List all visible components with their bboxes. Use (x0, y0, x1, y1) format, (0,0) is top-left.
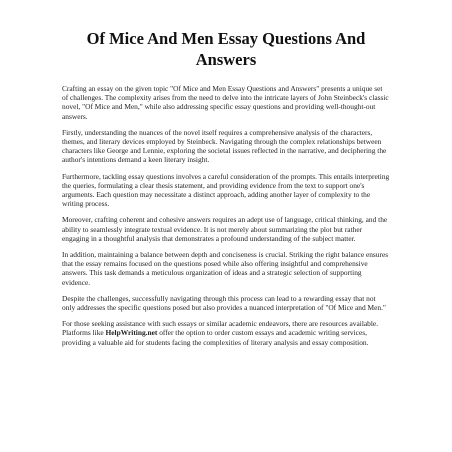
resources-text-before: For those seeking assistance with such essays or similar academic endeavors, there are resources available. Platforms like (62, 319, 379, 338)
brand-name: HelpWriting.net (105, 328, 158, 338)
paragraph-understanding: Firstly, understanding the nuances of the novel itself requires a comprehensive analysis of the characters, themes, and literary devices employed by Steinbeck. Navigating through the complex relationships between characters like George and Lennie, exploring the societal issues reflected in the narrative, and deciphering the author's intentions demand a keen literary insight. (62, 127, 387, 165)
paragraph-answers: Moreover, crafting coherent and cohesive answers requires an adept use of language, critical thinking, and the ability to seamlessly integrate textual evidence. It is not merely about summarizing the plot but rather engaging in a thoughtful analysis that demonstrates a profound understanding of the subject matter. (62, 215, 388, 243)
document-title: Of Mice And Men Essay Questions And Answers (86, 29, 366, 69)
paragraph-intro: Crafting an essay on the given topic "Of Mice and Men Essay Questions and Answers" presents a unique set of challenges. The complexity arises from the need to delve into the intricate layers of John Steinbeck's classic novel, "Of Mice and Men," while also addressing specific essay questions and providing well-thought-out answers. (62, 84, 389, 121)
resources-text-after: offer the option to order custom essays and academic writing services, providing a valuable aid for students facing the complexities of literary analysis and essay composition. (62, 328, 369, 347)
paragraph-questions: Furthermore, tackling essay questions involves a careful consideration of the prompts. This entails interpreting the queries, formulating a clear thesis statement, and providing evidence from the text to support one's arguments. Each question may necessitate a distinct approach, adding another layer of complexity to the writing process. (62, 171, 390, 209)
paragraph-balance: In addition, maintaining a balance between depth and conciseness is crucial. Striking the right balance ensures that the essay remains focused on the questions posed while also offering insightful and comprehensive answers. This task demands a meticulous organization of ideas and a strategic selection of supporting evidence. (62, 250, 389, 287)
paragraph-conclusion: Despite the challenges, successfully navigating through this process can lead to a rewarding essay that not only addresses the specific questions posed but also provides a nuanced interpretation of "Of Mice and Men." (62, 293, 386, 313)
paragraph-resources (62, 319, 390, 347)
